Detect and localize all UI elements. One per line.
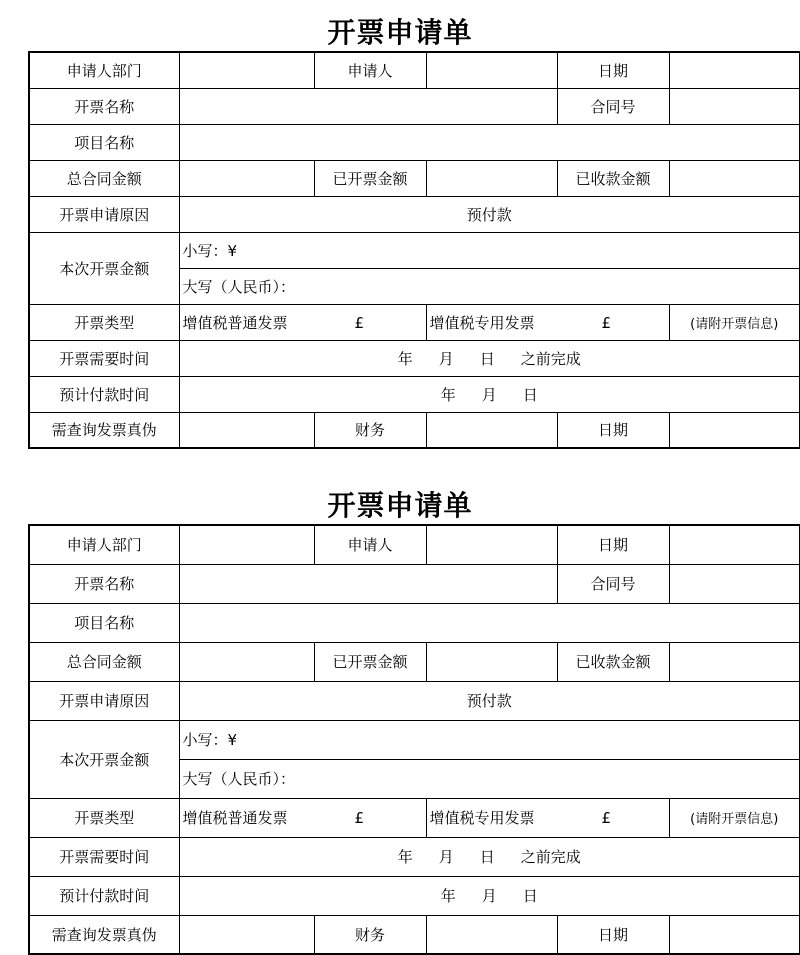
checkbox-vat-normal[interactable]: £ xyxy=(354,313,365,332)
field-received-amount[interactable] xyxy=(669,160,800,196)
field-invoiced-amount[interactable] xyxy=(426,160,557,196)
field-applicant[interactable] xyxy=(426,525,557,564)
field-date[interactable] xyxy=(669,525,800,564)
field-project-name[interactable] xyxy=(179,603,800,642)
month-label: 月 xyxy=(481,385,497,404)
row-project-name xyxy=(29,603,800,642)
vat-normal-label: 增值税普通发票 xyxy=(182,809,288,827)
field-verify[interactable] xyxy=(179,412,314,448)
row-applicant xyxy=(29,52,800,88)
label-dept: 申请人部门 xyxy=(29,52,179,88)
label-contract-no: 合同号 xyxy=(557,88,669,124)
year-label: 年 xyxy=(397,349,413,368)
label-finance: 财务 xyxy=(314,915,426,954)
label-project-name: 项目名称 xyxy=(29,124,179,160)
field-amount-small[interactable]: 小写：¥ xyxy=(179,720,800,759)
option-vat-normal[interactable] xyxy=(179,798,426,837)
row-this-amount-small xyxy=(29,720,800,759)
label-dept: 申请人部门 xyxy=(29,525,179,564)
field-date2[interactable] xyxy=(669,915,800,954)
field-amount-large[interactable]: 大写（人民币）： xyxy=(179,759,800,798)
month-label: 月 xyxy=(438,848,454,866)
label-applicant: 申请人 xyxy=(314,525,426,564)
field-invoice-name[interactable] xyxy=(179,564,557,603)
checkbox-vat-special[interactable]: £ xyxy=(601,313,612,332)
field-amount-small[interactable]: 小写：¥ xyxy=(179,232,800,268)
checkbox-vat-special[interactable]: £ xyxy=(601,809,612,827)
before-done-label: 之前完成 xyxy=(520,349,581,368)
year-label: 年 xyxy=(440,887,456,905)
field-pay-time[interactable] xyxy=(179,876,800,915)
label-finance: 财务 xyxy=(314,412,426,448)
label-verify: 需查询发票真伪 xyxy=(29,412,179,448)
row-pay-time xyxy=(29,876,800,915)
attach-note: (请附开票信息) xyxy=(669,798,800,837)
row-invoice-type xyxy=(29,304,800,340)
label-this-amount: 本次开票金额 xyxy=(29,720,179,798)
label-verify: 需查询发票真伪 xyxy=(29,915,179,954)
row-amounts xyxy=(29,642,800,681)
attach-note: (请附开票信息) xyxy=(669,304,800,340)
field-project-name[interactable] xyxy=(179,124,800,160)
label-contract-no: 合同号 xyxy=(557,564,669,603)
label-invoiced-amount: 已开票金额 xyxy=(314,642,426,681)
label-date2: 日期 xyxy=(557,915,669,954)
checkbox-vat-normal[interactable]: £ xyxy=(354,809,365,827)
field-total-contract[interactable] xyxy=(179,642,314,681)
label-need-time: 开票需要时间 xyxy=(29,340,179,376)
row-project-name xyxy=(29,124,800,160)
row-verify xyxy=(29,412,800,448)
field-finance[interactable] xyxy=(426,412,557,448)
field-invoice-name[interactable] xyxy=(179,88,557,124)
field-invoiced-amount[interactable] xyxy=(426,642,557,681)
label-pay-time: 预计付款时间 xyxy=(29,876,179,915)
label-reason: 开票申请原因 xyxy=(29,196,179,232)
row-need-time xyxy=(29,837,800,876)
row-need-time xyxy=(29,340,800,376)
field-applicant[interactable] xyxy=(426,52,557,88)
label-pay-time: 预计付款时间 xyxy=(29,376,179,412)
option-vat-normal[interactable] xyxy=(179,304,426,340)
label-date2: 日期 xyxy=(557,412,669,448)
day-label: 日 xyxy=(479,848,495,866)
field-reason[interactable]: 预付款 xyxy=(179,196,800,232)
form-title: 开票申请单 xyxy=(327,489,473,522)
row-invoice-name xyxy=(29,88,800,124)
field-received-amount[interactable] xyxy=(669,642,800,681)
field-finance[interactable] xyxy=(426,915,557,954)
label-total-contract: 总合同金额 xyxy=(29,160,179,196)
month-label: 月 xyxy=(438,349,454,368)
vat-normal-label: 增值税普通发票 xyxy=(182,313,288,332)
form-table xyxy=(28,51,800,449)
option-vat-special[interactable] xyxy=(426,798,669,837)
vat-special-label: 增值税专用发票 xyxy=(429,809,535,827)
label-applicant: 申请人 xyxy=(314,52,426,88)
field-dept[interactable] xyxy=(179,52,314,88)
row-this-amount-small xyxy=(29,232,800,268)
vat-special-label: 增值税专用发票 xyxy=(429,313,535,332)
field-need-time[interactable] xyxy=(179,837,800,876)
field-date2[interactable] xyxy=(669,412,800,448)
row-verify xyxy=(29,915,800,954)
row-amounts xyxy=(29,160,800,196)
label-invoiced-amount: 已开票金额 xyxy=(314,160,426,196)
day-label: 日 xyxy=(522,887,538,905)
field-contract-no[interactable] xyxy=(669,564,800,603)
field-total-contract[interactable] xyxy=(179,160,314,196)
field-dept[interactable] xyxy=(179,525,314,564)
label-invoice-type: 开票类型 xyxy=(29,304,179,340)
field-reason[interactable]: 预付款 xyxy=(179,681,800,720)
year-label: 年 xyxy=(440,385,456,404)
month-label: 月 xyxy=(481,887,497,905)
field-amount-large[interactable]: 大写（人民币）： xyxy=(179,268,800,304)
option-vat-special[interactable] xyxy=(426,304,669,340)
label-date: 日期 xyxy=(557,525,669,564)
before-done-label: 之前完成 xyxy=(520,848,581,866)
label-this-amount: 本次开票金额 xyxy=(29,232,179,304)
row-invoice-type xyxy=(29,798,800,837)
label-project-name: 项目名称 xyxy=(29,603,179,642)
label-received-amount: 已收款金额 xyxy=(557,160,669,196)
label-date: 日期 xyxy=(557,52,669,88)
day-label: 日 xyxy=(522,385,538,404)
row-reason xyxy=(29,681,800,720)
row-reason xyxy=(29,196,800,232)
field-verify[interactable] xyxy=(179,915,314,954)
label-total-contract: 总合同金额 xyxy=(29,642,179,681)
year-label: 年 xyxy=(397,848,413,866)
field-pay-time[interactable] xyxy=(179,376,800,412)
label-invoice-name: 开票名称 xyxy=(29,564,179,603)
field-contract-no[interactable] xyxy=(669,88,800,124)
field-date[interactable] xyxy=(669,52,800,88)
form-table xyxy=(28,524,800,955)
label-need-time: 开票需要时间 xyxy=(29,837,179,876)
label-invoice-name: 开票名称 xyxy=(29,88,179,124)
form-title: 开票申请单 xyxy=(327,16,473,49)
label-invoice-type: 开票类型 xyxy=(29,798,179,837)
row-pay-time xyxy=(29,376,800,412)
field-need-time[interactable] xyxy=(179,340,800,376)
row-applicant xyxy=(29,525,800,564)
row-invoice-name xyxy=(29,564,800,603)
label-reason: 开票申请原因 xyxy=(29,681,179,720)
day-label: 日 xyxy=(479,349,495,368)
label-received-amount: 已收款金额 xyxy=(557,642,669,681)
